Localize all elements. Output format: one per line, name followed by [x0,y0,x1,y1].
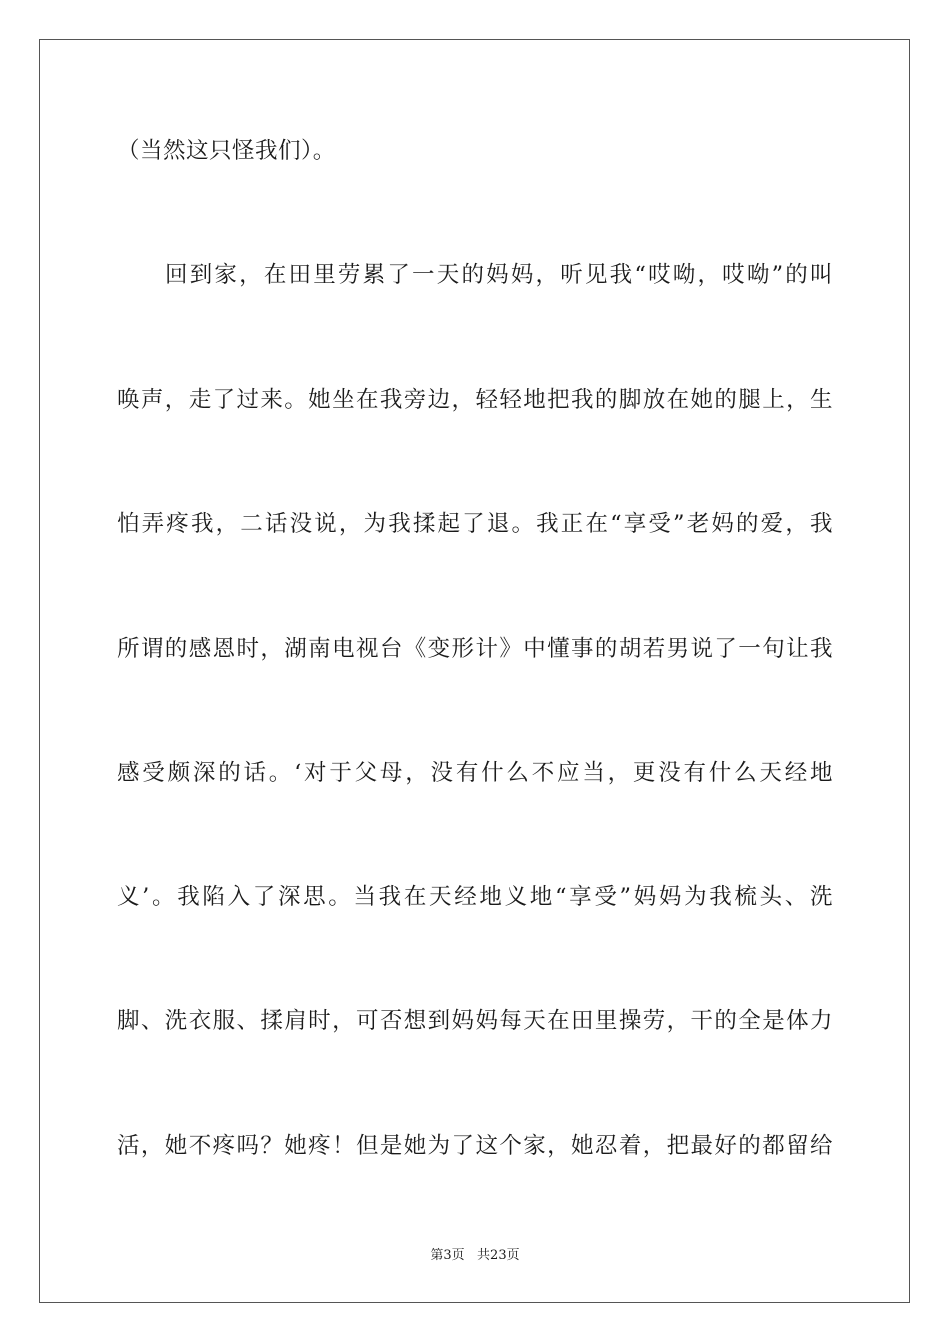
text-line-8: 脚、洗衣服、揉肩时，可否想到妈妈每天在田里操劳，干的全是体力 [117,1008,833,1034]
page-border [39,39,910,1303]
text-line-5: 所谓的感恩时，湖南电视台《变形计》中懂事的胡若男说了一句让我 [117,636,833,662]
text-line-6: 感受颇深的话。‘对于父母，没有什么不应当，更没有什么天经地 [117,760,833,786]
text-line-2: 回到家，在田里劳累了一天的妈妈，听见我“哎呦，哎呦”的叫 [165,262,833,288]
text-line-1: （当然这只怪我们）。 [117,138,336,164]
page-number-footer: 第3页 共23页 [430,1248,520,1263]
text-line-3: 唤声，走了过来。她坐在我旁边，轻轻地把我的脚放在她的腿上，生 [117,387,833,413]
text-line-9: 活，她不疼吗？她疼！但是她为了这个家，她忍着，把最好的都留给 [117,1133,833,1159]
text-line-7: 义’。我陷入了深思。当我在天经地义地“享受”妈妈为我梳头、洗 [117,884,833,910]
text-line-4: 怕弄疼我，二话没说，为我揉起了退。我正在“享受”老妈的爱，我 [117,511,833,537]
